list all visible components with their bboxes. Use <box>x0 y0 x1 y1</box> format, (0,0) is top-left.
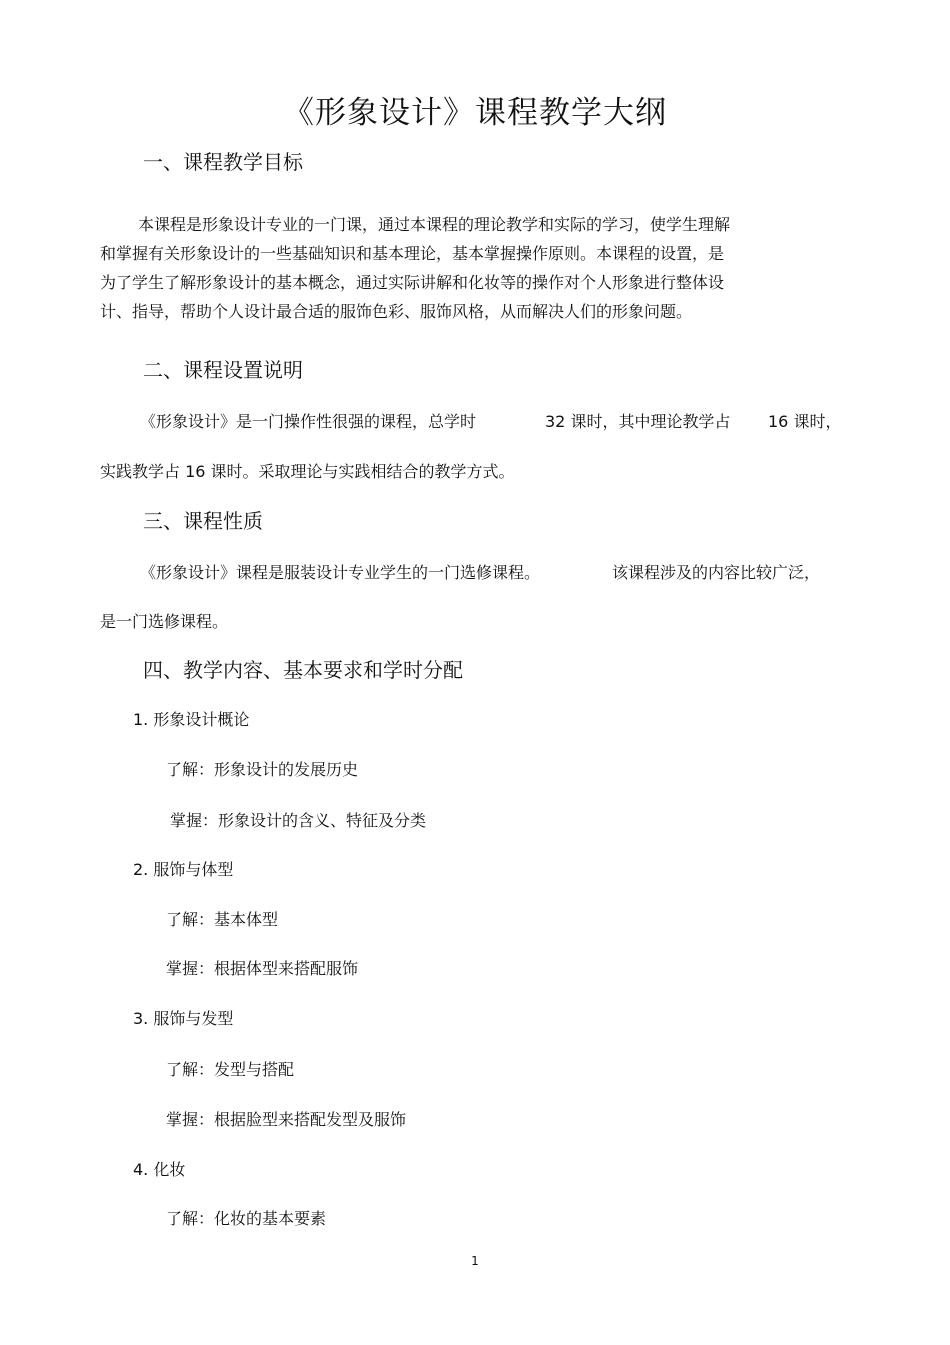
list-item-detail: 掌握：根据脸型来搭配发型及服饰 <box>166 1110 407 1129</box>
list-item-title: 1. 形象设计概论 <box>133 710 250 729</box>
body-text: 实践教学占 16 课时。采取理论与实践相结合的教学方式。 <box>100 462 515 481</box>
paragraph-line: 计、指导，帮助个人设计最合适的服饰色彩、服饰风格，从而解决人们的形象问题。 <box>100 302 693 321</box>
list-item-detail: 掌握：根据体型来搭配服饰 <box>166 959 359 978</box>
page-number: 1 <box>471 1254 479 1268</box>
paragraph-line: 为了学生了解形象设计的基本概念，通过实际讲解和化妆等的操作对个人形象进行整体设 <box>100 273 725 292</box>
list-item-detail: 了解：发型与搭配 <box>166 1060 295 1079</box>
list-item-title: 4. 化妆 <box>133 1160 186 1179</box>
section-heading-objectives: 一、课程教学目标 <box>143 150 303 174</box>
list-item-title: 2. 服饰与体型 <box>133 860 234 879</box>
list-item-detail: 了解：化妆的基本要素 <box>166 1209 327 1228</box>
section-heading-setup: 二、课程设置说明 <box>143 358 303 382</box>
body-text: 《形象设计》是一门操作性很强的课程，总学时 <box>140 412 477 431</box>
paragraph-line: 和掌握有关形象设计的一些基础知识和基本理论，基本掌握操作原则。本课程的设置，是 <box>100 244 725 263</box>
paragraph-line: 本课程是形象设计专业的一门课，通过本课程的理论教学和实际的学习，使学生理解 <box>138 215 731 234</box>
section-heading-nature: 三、课程性质 <box>143 509 263 533</box>
list-item-title: 3. 服饰与发型 <box>133 1009 234 1028</box>
body-text: 该课程涉及的内容比较广泛， <box>612 563 821 582</box>
list-item-detail: 掌握：形象设计的含义、特征及分类 <box>170 811 427 830</box>
list-item-detail: 了解：基本体型 <box>166 910 279 929</box>
document-title: 《形象设计》课程教学大纲 <box>283 95 667 131</box>
section-heading-content: 四、教学内容、基本要求和学时分配 <box>143 658 463 682</box>
body-text: 16 课时， <box>768 412 842 431</box>
body-text: 是一门选修课程。 <box>100 612 229 631</box>
body-text: 32 课时，其中理论教学占 <box>545 412 731 431</box>
body-text: 《形象设计》课程是服装设计专业学生的一门选修课程。 <box>140 563 541 582</box>
list-item-detail: 了解：形象设计的发展历史 <box>166 760 359 779</box>
